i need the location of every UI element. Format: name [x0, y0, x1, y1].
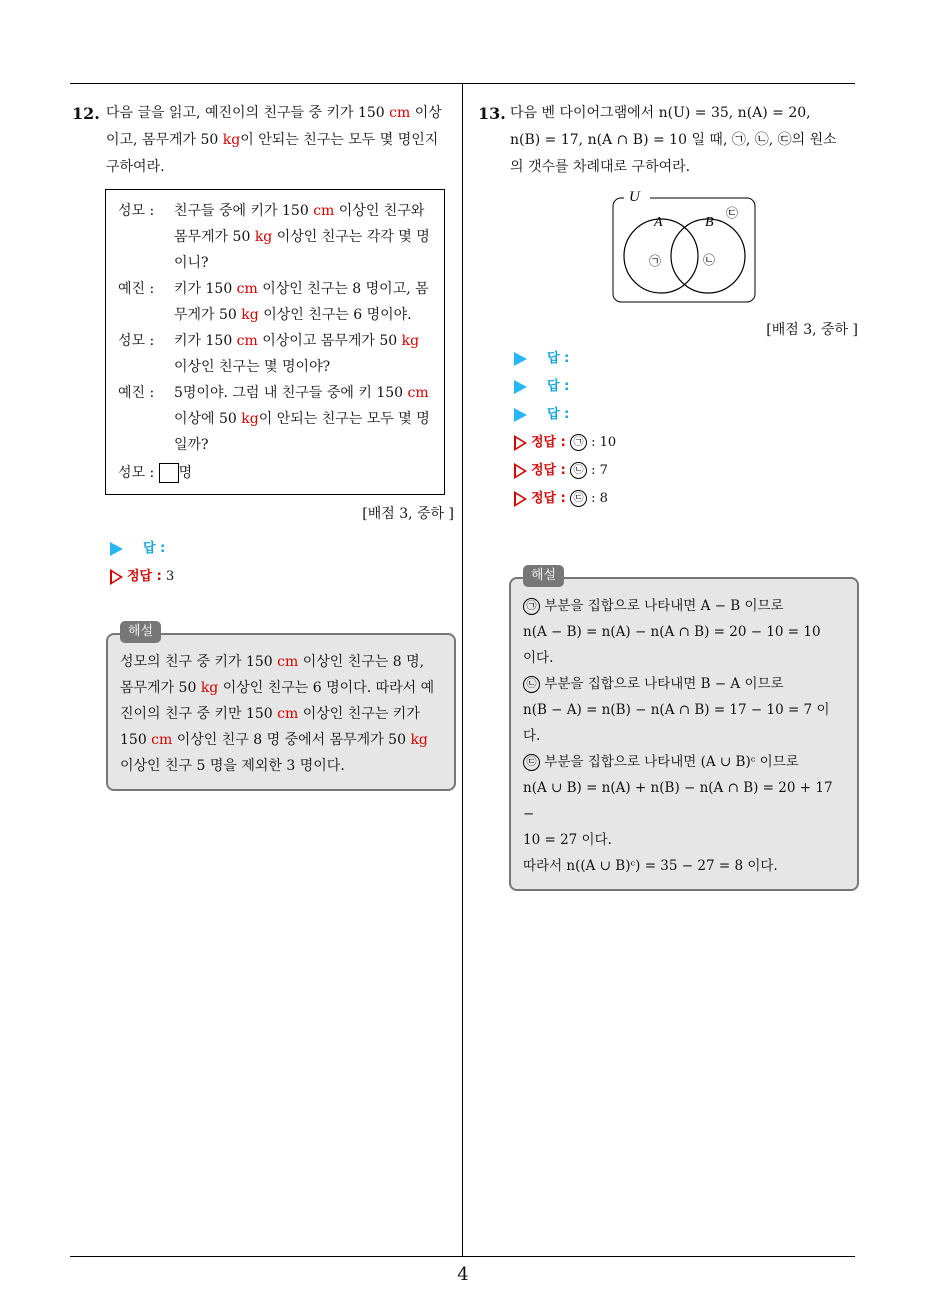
unit-kg: kg: [410, 732, 428, 748]
correct-answer-line: [514, 429, 858, 457]
text-segment: 성모의 친구 중 키가 150: [120, 654, 278, 670]
region-2-label: ㉡: [703, 253, 716, 267]
circled-mark: ㉡: [523, 676, 540, 693]
unit-cm: cm: [236, 333, 258, 349]
answer-label: 답 :: [547, 379, 570, 394]
solution-text: n(B − A) = n(B) − n(A ∩ B) = 17 − 10 = 7 이다.: [523, 702, 830, 744]
correct-answer-line: [514, 485, 858, 513]
question-13: [478, 100, 858, 513]
text-segment: 이상에 50: [174, 411, 242, 427]
outline-triangle-icon: [110, 569, 123, 585]
score-meta: [배점 3, 중하 ]: [766, 322, 858, 338]
text-segment: 키가 150: [174, 281, 237, 297]
correct-answer-line: [514, 457, 858, 485]
correct-label: 정답 :: [531, 435, 566, 450]
text-segment: 이상인 친구 5 명을 제외한 3 명이다.: [120, 758, 345, 774]
answer-section: [110, 535, 452, 591]
dialog-line: [118, 276, 432, 328]
text-segment: 이 안되는 친구는 모두 몇 명인지 구하여라.: [106, 132, 439, 175]
text-segment: 이상인 친구는 각각 몇 명이니?: [174, 229, 430, 271]
set-a-label: A: [654, 215, 663, 230]
unit-kg: kg: [254, 229, 273, 245]
venn-diagram: [612, 189, 756, 305]
unit-kg: kg: [401, 333, 420, 349]
solution-text: 부분을 집합으로 나타내면 A − B 이므로: [540, 598, 784, 614]
text-segment: 이 안되는 친구는 모두 몇 명일까?: [174, 411, 430, 453]
correct-label: 정답 :: [127, 569, 162, 584]
text-segment: 이상인 친구와 몸무게가 50: [174, 203, 425, 245]
text-line: n(B) = 17, n(A ∩ B) = 10 일 때, ㉠, ㉡, ㉢의 원소: [510, 132, 837, 148]
unit-cm: cm: [277, 654, 299, 670]
text-segment: 5명이야. 그럼 내 친구들 중에 키 150: [174, 385, 408, 401]
solution-text: n(A ∪ B) = n(A) + n(B) − n(A ∩ B) = 20 + 17 −: [523, 780, 833, 822]
correct-label: 정답 :: [531, 463, 566, 478]
question-number: 12.: [72, 104, 100, 123]
speaker: 예진 :: [118, 281, 155, 297]
answer-line: [110, 535, 452, 563]
solution-text: 따라서 n((A ∪ B)ᶜ) = 35 − 27 = 8 이다.: [523, 858, 778, 874]
solution-text: n(A − B) = n(A) − n(A ∩ B) = 20 − 10 = 10: [523, 624, 821, 640]
solution-line: [523, 671, 845, 697]
solution-text: 부분을 집합으로 나타내면 B − A 이므로: [540, 676, 784, 692]
triangle-icon: [514, 380, 527, 394]
text-segment: 이상인 친구는 몇 명이야?: [174, 359, 331, 375]
solution-text: 10 = 27 이다.: [523, 832, 612, 848]
unit-cm: cm: [236, 281, 258, 297]
question-12: [72, 100, 452, 591]
outline-triangle-icon: [514, 463, 527, 479]
text-segment: 이상인 친구는 8 명이고, 몸무게가 50: [174, 281, 429, 323]
correct-value: : 7: [591, 463, 608, 478]
triangle-icon: [110, 542, 123, 556]
solution-box-12: [106, 624, 456, 791]
solution-line: [523, 645, 845, 671]
unit-kg: kg: [200, 680, 219, 696]
unit-cm: cm: [389, 105, 411, 121]
unit-cm: cm: [277, 706, 299, 722]
correct-label: 정답 :: [531, 491, 566, 506]
correct-value: 3: [165, 569, 175, 584]
solution-line: [523, 697, 845, 749]
question-number: 13.: [478, 104, 506, 123]
score-meta: [배점 3, 중하 ]: [362, 506, 454, 522]
column-divider: [462, 83, 463, 1257]
solution-tag: 해설: [523, 565, 564, 587]
text-segment: 이상인 친구는 6 명이야.: [258, 307, 412, 323]
set-b-label: B: [705, 215, 714, 230]
answer-section: [514, 345, 858, 513]
dialog-box: [105, 189, 445, 495]
dialog-final-line: [118, 460, 432, 486]
unit-kg: kg: [222, 132, 241, 148]
page-number: 4: [457, 1264, 469, 1285]
speaker: 성모 :: [118, 203, 155, 219]
text-segment: 다음 글을 읽고, 예진이의 친구들 중 키가 150: [106, 105, 390, 121]
triangle-icon: [514, 352, 527, 366]
solution-line: [523, 619, 845, 645]
solution-line: [523, 775, 845, 827]
unit-cm: cm: [313, 203, 335, 219]
speaker: 예진 :: [118, 385, 155, 401]
correct-answer-line: [110, 563, 452, 591]
correct-value: : 10: [591, 435, 617, 450]
solution-line: [523, 853, 845, 879]
universe-label: U: [629, 189, 640, 205]
answer-label: 답 :: [143, 541, 166, 556]
outline-triangle-icon: [514, 435, 527, 451]
region-1-label: ㉠: [649, 254, 662, 268]
triangle-icon: [514, 408, 527, 422]
question-12-text: [72, 100, 452, 181]
answer-line: [514, 345, 858, 373]
answer-line: [514, 373, 858, 401]
circled-mark: ㉠: [523, 598, 540, 615]
text-line: 다음 벤 다이어그램에서 n(U) = 35, n(A) = 20,: [510, 105, 811, 121]
solution-text: [120, 649, 442, 779]
solution-tag: 해설: [120, 621, 161, 643]
circled-mark: ㉡: [570, 462, 587, 479]
speaker: 성모 :: [118, 333, 155, 349]
unit-kg: kg: [241, 307, 259, 323]
question-13-text: [478, 100, 858, 181]
unit-cm: cm: [151, 732, 173, 748]
dialog-line: [118, 328, 432, 380]
solution-line: [523, 827, 845, 853]
unit-suffix: 명: [178, 465, 193, 481]
text-segment: 이상인 친구 8 명 중에서 몸무게가 50: [172, 732, 411, 748]
correct-value: : 8: [591, 491, 608, 506]
solution-line: [523, 593, 845, 619]
text-segment: 이상인 친구는 키가 150: [120, 706, 420, 748]
text-segment: 이상인 친구는 6 명이다. 따라서 예진이의 친구 중 키만 150: [120, 680, 435, 722]
answer-label: 답 :: [547, 407, 570, 422]
unit-cm: cm: [407, 385, 429, 401]
dialog-line: [118, 198, 432, 276]
speaker: 성모 :: [118, 465, 155, 481]
text-segment: 이상인 친구는 8 명, 몸무게가 50: [120, 654, 425, 696]
text-segment: 키가 150: [174, 333, 237, 349]
unit-kg: kg: [241, 411, 259, 427]
solution-box-13: [509, 568, 859, 891]
outline-triangle-icon: [514, 491, 527, 507]
text-segment: 이상이고, 몸무게가 50: [106, 105, 442, 148]
solution-text: 부분을 집합으로 나타내면 (A ∪ B)ᶜ 이므로: [540, 754, 799, 770]
circled-mark: ㉠: [570, 434, 587, 451]
text-line: 의 갯수를 차례대로 구하여라.: [510, 159, 691, 175]
text-segment: 이상이고 몸무게가 50: [257, 333, 402, 349]
text-segment: 친구들 중에 키가 150: [174, 203, 314, 219]
region-3-label: ㉢: [726, 206, 739, 220]
solution-line: [523, 749, 845, 775]
answer-line: [514, 401, 858, 429]
answer-blank: [159, 463, 179, 483]
dialog-line: [118, 380, 432, 458]
circled-mark: ㉢: [570, 490, 587, 507]
circled-mark: ㉢: [523, 754, 540, 771]
answer-label: 답 :: [547, 351, 570, 366]
solution-text: 이다.: [523, 650, 554, 666]
